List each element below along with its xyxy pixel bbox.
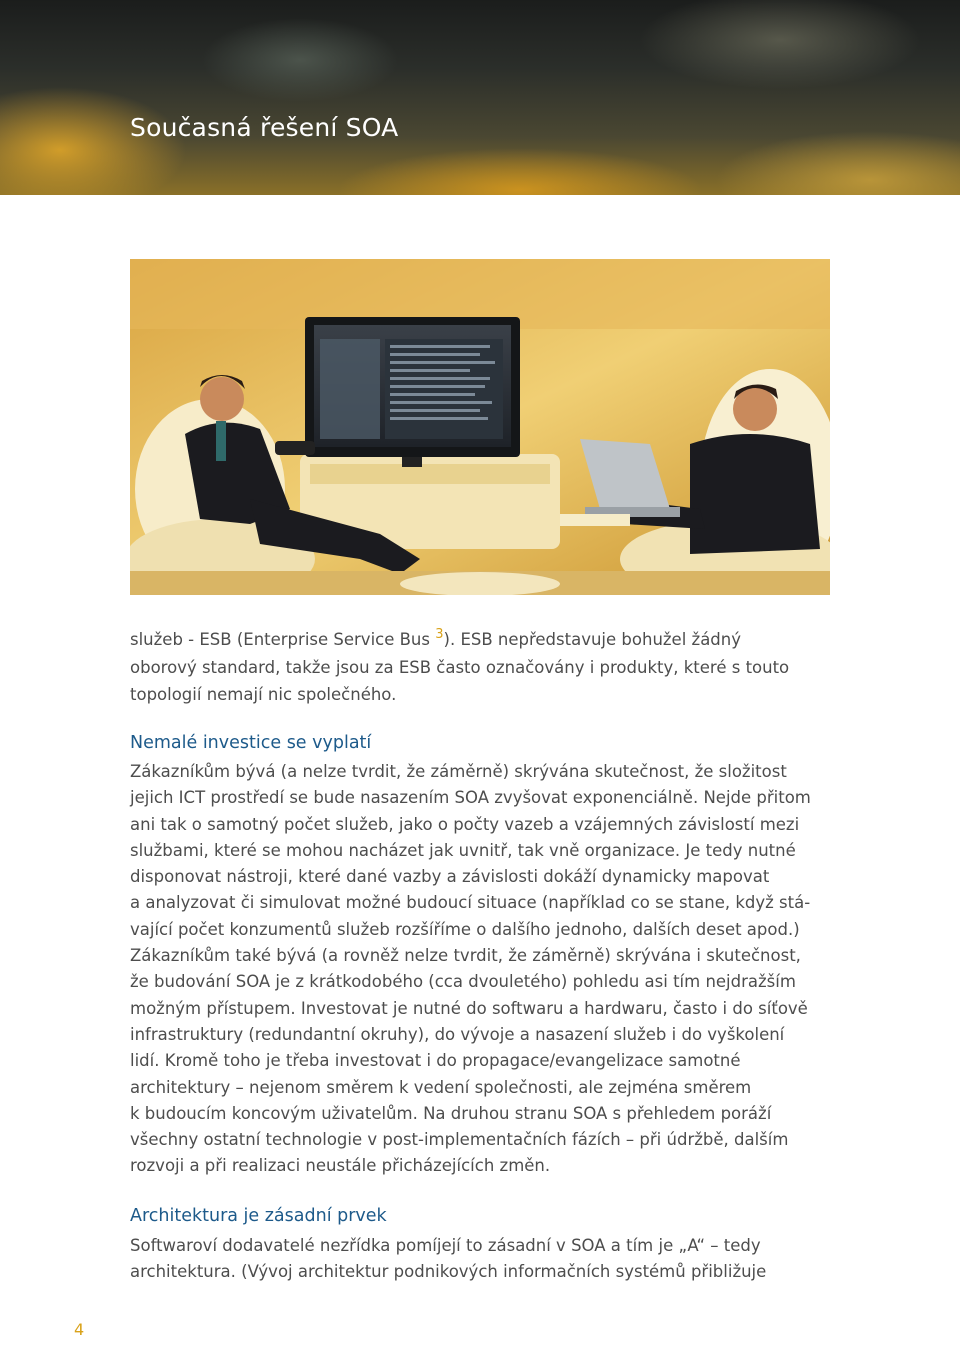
body-line: a analyzovat či simulovat možné budoucí situace (například co se stane, když stá-: [130, 893, 811, 913]
body-line: možným přístupem. Investovat je nutné do softwaru a hardwaru, často i do síťově: [130, 998, 808, 1018]
body-line: architektury – nejenom směrem k vedení společnosti, ale zejména směrem: [130, 1077, 752, 1097]
body-line: k budoucím koncovým uživatelům. Na druhou stranu SOA s přehledem poráží: [130, 1103, 772, 1123]
body-line: Zákazníkům bývá (a nelze tvrdit, že záměrně) skrývána skutečnost, že složitost: [130, 762, 787, 781]
body-line: architektura. (Vývoj architektur podnikových informačních systémů přibližuje: [130, 1262, 767, 1282]
body-line: že budování SOA je z krátkodobého (cca dvouletého) pohledu asi tím nejdražším: [130, 972, 796, 992]
body-line: všechny ostatní technologie v post-implementačních fázích – při údržbě, dalším: [130, 1130, 789, 1150]
intro-line-1-rest: ). ESB nepředstavuje bohužel žádný: [443, 630, 742, 649]
section-body-architecture: [130, 1233, 850, 1286]
body-line: lidí. Kromě toho je třeba investovat i do propagace/evangelizace samotné: [130, 1051, 741, 1071]
body-line: infrastruktury (redundantní okruhy), do vývoje a nasazení služeb i do vyškolení: [130, 1024, 785, 1044]
body-line: rozvoji a při realizaci neustále přicházejících změn.: [130, 1156, 551, 1176]
office-photo: [130, 259, 830, 595]
body-line: jejich ICT prostředí se bude nasazením SOA zvyšovat exponenciálně. Nejde přitom: [130, 788, 811, 808]
body-line: Zákazníkům také bývá (a rovněž nelze tvrdit, že záměrně) skrývána i skutečnost,: [130, 946, 801, 966]
body-line: službami, které se mohou nacházet jak uvnitř, tak vně organizace. Je tedy nutné: [130, 840, 796, 860]
section-heading-investments: Nemalé investice se vyplatí: [130, 733, 372, 753]
intro-paragraph: [130, 627, 850, 708]
intro-line-1-text: služeb - ESB (Enterprise Service Bus: [130, 630, 436, 649]
body-line: ani tak o samotný počet služeb, jako o počty vazeb a vzájemných závislostí mezi: [130, 814, 800, 834]
intro-line-3: topologií nemají nic společného.: [130, 684, 397, 704]
body-line: vající počet konzumentů služeb rozšíříme o dalšího jednoho, dalších deset apod.): [130, 919, 800, 939]
page-title: Současná řešení SOA: [130, 113, 399, 142]
header-banner: [0, 0, 960, 195]
footnote-marker: 3: [435, 627, 444, 642]
body-line: Softwaroví dodavatelé nezřídka pomíjejí to zásadní v SOA a tím je „A“ – tedy: [130, 1236, 761, 1255]
intro-line-1: [130, 627, 850, 655]
page-number: 4: [74, 1320, 85, 1339]
section-body-investments: [130, 759, 850, 1180]
section-heading-architecture: Architektura je zásadní prvek: [130, 1206, 387, 1226]
intro-line-2: oborový standard, takže jsou za ESB často označovány i produkty, které s touto: [130, 658, 790, 678]
body-line: disponovat nástroji, které dané vazby a závislosti dokáží dynamicky mapovat: [130, 867, 770, 887]
